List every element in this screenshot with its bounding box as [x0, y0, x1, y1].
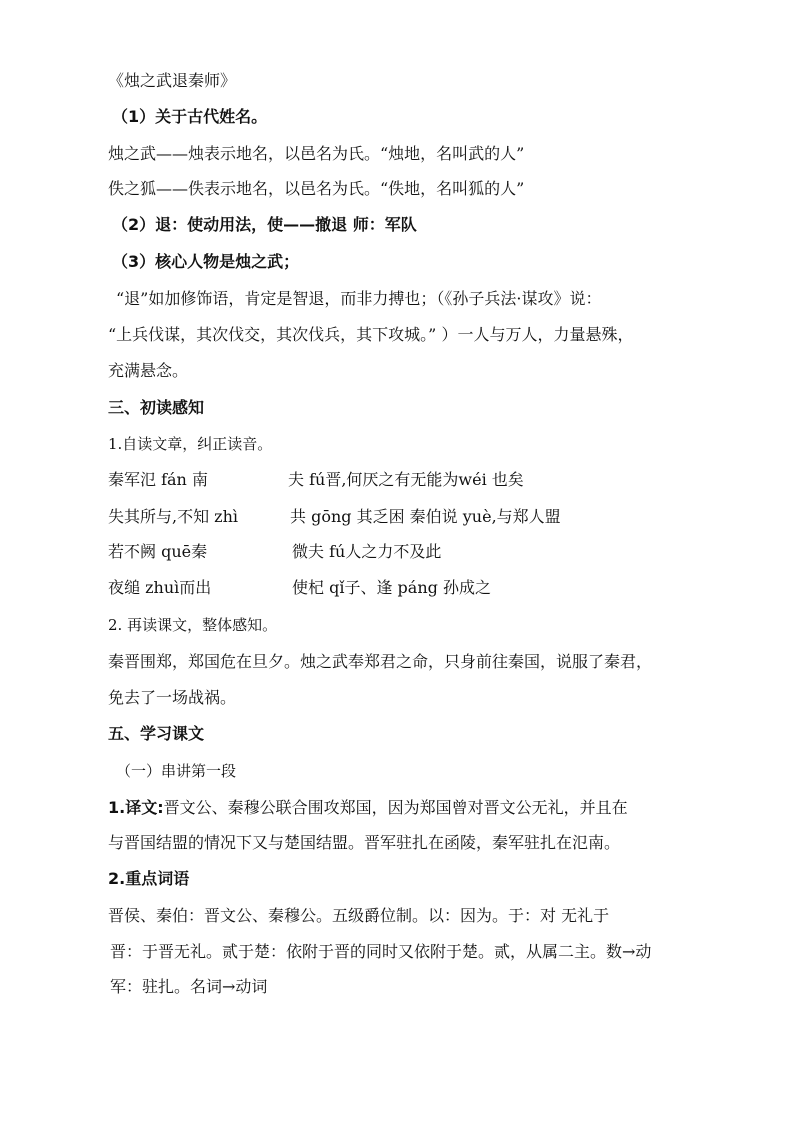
keyword-line: 晋：于晋无礼。贰于楚：依附于晋的同时又依附于楚。贰，从属二主。数→动: [110, 942, 652, 961]
pronunciation-item: 夫 fú晋,何厌之有无能为wéi 也矣: [288, 470, 524, 489]
summary-line: 免去了一场战祸。: [108, 688, 237, 707]
keyword-line: 军：驻扎。名词→动词: [110, 977, 268, 996]
pronunciation-item: 若不阙 quē秦: [108, 542, 208, 561]
paragraph-line: “上兵伐谋，其次伐交，其次伐兵，其下攻城。” ）一人与万人，力量悬殊，: [108, 325, 634, 344]
pronunciation-item: 微夫 fú人之力不及此: [292, 542, 442, 561]
translation-text: 晋文公、秦穆公联合围攻郑国，因为郑国曾对晋文公无礼，并且在: [163, 798, 628, 817]
note-heading-1: （1）关于古代姓名。: [112, 107, 268, 126]
subsection-heading: （一）串讲第一段: [116, 762, 237, 780]
pronunciation-item: 使杞 qǐ子、逢 páng 孙成之: [292, 578, 491, 597]
note-heading-2: （2）退：使动用法，使——撤退 师：军队: [112, 215, 417, 234]
section-heading-5: 五、学习课文: [108, 724, 205, 743]
pronunciation-item: 失其所与,不知 zhì: [108, 507, 239, 526]
pronunciation-item: 秦军氾 fán 南: [108, 470, 208, 489]
keywords-heading: 2.重点词语: [108, 869, 190, 888]
note-heading-3: （3）核心人物是烛之武；: [112, 252, 300, 271]
reading-step-2: 2. 再读课文，整体感知。: [108, 616, 278, 634]
keyword-line: 晋侯、秦伯：晋文公、秦穆公。五级爵位制。以：因为。于：对 无礼于: [108, 906, 610, 925]
note-line-yi: 佚之狐——佚表示地名，以邑名为氏。“佚地，名叫狐的人”: [108, 179, 525, 198]
section-heading-3: 三、初读感知: [108, 398, 205, 417]
note-line-zhu: 烛之武——烛表示地名，以邑名为氏。“烛地，名叫武的人”: [108, 144, 525, 163]
lesson-title: 《烛之武退秦师》: [108, 71, 237, 90]
paragraph-line: 充满悬念。: [108, 361, 189, 380]
pronunciation-item: 夜缒 zhuì而出: [108, 578, 212, 597]
reading-step-1: 1.自读文章，纠正读音。: [108, 435, 273, 453]
summary-line: 秦晋围郑，郑国危在旦夕。烛之武奉郑君之命，只身前往秦国，说服了秦君，: [108, 652, 653, 671]
translation-line: 与晋国结盟的情况下又与楚国结盟。晋军驻扎在函陵，秦军驻扎在氾南。: [108, 833, 621, 852]
pronunciation-item: 共 gōng 其乏困 秦伯说 yuè,与郑人盟: [290, 507, 561, 526]
paragraph-line: “退”如加修饰语，肯定是智退，而非力搏也；（《孙子兵法·谋攻》说：: [116, 289, 602, 308]
translation-line: [108, 797, 628, 819]
translation-label: 1.译文:: [108, 798, 164, 817]
